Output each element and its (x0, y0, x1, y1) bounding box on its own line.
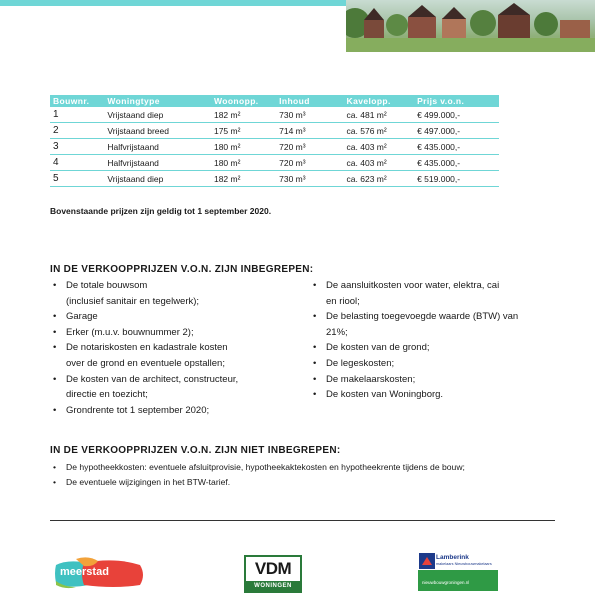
footer-divider (50, 520, 555, 521)
lamberink-url: nieuwbouwgroningen.nl (422, 580, 470, 585)
bullet-icon: • (313, 373, 317, 385)
list-item: • Erker (m.u.v. bouwnummer 2); (50, 325, 300, 341)
vdm-logo (244, 555, 302, 593)
bullet-icon: • (53, 311, 57, 323)
excluded-section-title: IN DE VERKOOPPRIJZEN V.O.N. ZIJN NIET INBEGREPEN: (50, 445, 341, 456)
included-section-title: IN DE VERKOOPPRIJZEN V.O.N. ZIJN INBEGREPEN: (50, 264, 314, 275)
cell-woonopp: 180 m² (211, 155, 276, 171)
included-list-left (50, 278, 300, 418)
vdm-wordmark: VDM (254, 559, 292, 578)
bullet-icon: • (53, 477, 57, 487)
cell-bouwnr: 1 (50, 107, 104, 123)
price-validity-note: Bovenstaande prijzen zijn geldig tot 1 september 2020. (50, 206, 272, 216)
col-header: Prijs v.o.n. (414, 95, 499, 107)
lamberink-subtitle: makelaars Nieuwbouwmakelaars (436, 562, 492, 566)
cell-bouwnr: 2 (50, 123, 104, 139)
table-row (50, 155, 499, 171)
lamberink-mark-icon (419, 553, 435, 569)
cell-inhoud: 714 m³ (276, 123, 343, 139)
cell-woonopp: 180 m² (211, 139, 276, 155)
list-item: • De totale bouwsom (inclusief sanitair en tegelwerk); (53, 280, 200, 307)
cell-price: € 435.000,- (414, 139, 499, 155)
cell-type: Vrijstaand diep (104, 171, 211, 187)
bullet-icon: • (313, 280, 317, 291)
list-item: • De kosten van Woningborg. (310, 387, 560, 403)
cell-price: € 435.000,- (414, 155, 499, 171)
list-item: • De hypotheekkosten: eventuele afsluitprovisie, hypotheekaktekosten en hypotheekrente tijdens de bouw; (50, 460, 560, 475)
cell-bouwnr: 4 (50, 155, 104, 171)
bullet-icon: • (53, 462, 57, 472)
cell-type: Vrijstaand diep (104, 107, 211, 123)
cell-bouwnr: 5 (50, 171, 104, 187)
meerstad-logo (54, 557, 146, 589)
cell-price: € 497.000,- (414, 123, 499, 139)
lamberink-logo (418, 553, 498, 591)
list-item: • De legeskosten; (310, 356, 560, 372)
cell-price: € 499.000,- (414, 107, 499, 123)
cell-woonopp: 182 m² (211, 171, 276, 187)
bullet-icon: • (53, 342, 57, 354)
list-item: • De aansluitkosten voor water, elektra, cai en riool; (313, 280, 500, 307)
cell-price: € 519.000,- (414, 171, 499, 187)
cell-kavelopp: ca. 403 m² (344, 139, 415, 155)
bullet-icon: • (53, 404, 57, 416)
list-item: • De eventuele wijzigingen in het BTW-tarief. (50, 475, 560, 490)
bullet-icon: • (313, 389, 317, 401)
table-row (50, 139, 499, 155)
cell-type: Halfvrijstaand (104, 139, 211, 155)
bullet-icon: • (313, 311, 317, 323)
cell-type: Halfvrijstaand (104, 155, 211, 171)
col-header: Bouwnr. (50, 95, 104, 107)
cell-kavelopp: ca. 576 m² (344, 123, 415, 139)
table-row (50, 107, 499, 123)
houses-photo (346, 0, 595, 52)
vdm-subtitle: WONINGEN (246, 581, 300, 591)
bullet-icon: • (53, 280, 57, 291)
list-item: • De kosten van de grond; (310, 340, 560, 356)
cell-bouwnr: 3 (50, 139, 104, 155)
included-list-right (310, 278, 560, 403)
cell-inhoud: 720 m³ (276, 139, 343, 155)
bullet-icon: • (53, 326, 57, 338)
table-row (50, 171, 499, 187)
excluded-list (50, 460, 560, 490)
list-item: • De notariskosten en kadastrale kosten over de grond en eventuele opstallen; (53, 342, 228, 369)
cell-inhoud: 720 m³ (276, 155, 343, 171)
list-item: • De makelaarskosten; (310, 372, 560, 388)
cell-inhoud: 730 m³ (276, 107, 343, 123)
cell-kavelopp: ca. 481 m² (344, 107, 415, 123)
cell-kavelopp: ca. 623 m² (344, 171, 415, 187)
cell-kavelopp: ca. 403 m² (344, 155, 415, 171)
list-item: • Grondrente tot 1 september 2020; (50, 403, 300, 419)
cell-type: Vrijstaand breed (104, 123, 211, 139)
list-item: • De belasting toegevoegde waarde (BTW) van 21%; (313, 311, 519, 338)
col-header: Woningtype (104, 95, 211, 107)
lamberink-wordmark: Lamberink (436, 554, 469, 561)
table-header-row (50, 95, 499, 107)
meerstad-wordmark: meerstad (60, 566, 109, 578)
col-header: Woonopp. (211, 95, 276, 107)
bullet-icon: • (53, 373, 57, 385)
col-header: Inhoud (276, 95, 343, 107)
bullet-icon: • (313, 342, 317, 354)
list-item: • De kosten van de architect, constructeur, directie en toezicht; (53, 373, 239, 401)
table-row (50, 123, 499, 139)
bullet-icon: • (313, 357, 317, 369)
list-item: • Garage (50, 309, 300, 325)
cell-woonopp: 175 m² (211, 123, 276, 139)
cell-inhoud: 730 m³ (276, 171, 343, 187)
price-table (50, 95, 499, 187)
col-header: Kavelopp. (344, 95, 415, 107)
cell-woonopp: 182 m² (211, 107, 276, 123)
